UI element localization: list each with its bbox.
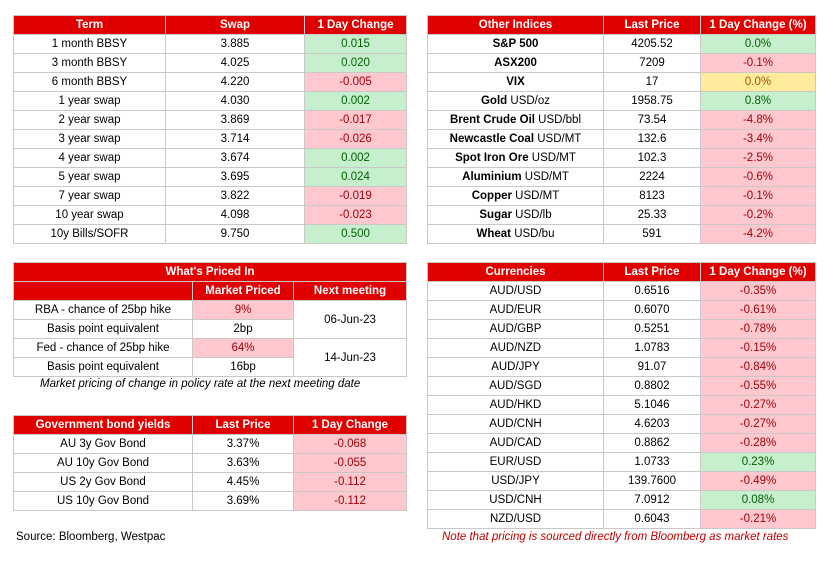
change-pct: 0.0% xyxy=(701,73,816,92)
index-unit: USD/bbl xyxy=(538,114,581,126)
index-name: Copper xyxy=(471,190,512,202)
header-market-priced: Market Priced xyxy=(193,282,294,301)
swap-value: 3.714 xyxy=(166,130,305,149)
table-row xyxy=(428,225,816,244)
bond-name: US 2y Gov Bond xyxy=(14,473,193,492)
last-price: 3.63% xyxy=(193,454,294,473)
index-name-cell xyxy=(428,111,604,130)
header-swap: Swap xyxy=(166,16,305,35)
currency-pair: EUR/USD xyxy=(428,453,604,472)
swap-value: 3.674 xyxy=(166,149,305,168)
market-priced-value: 2bp xyxy=(193,320,294,339)
header-term: Term xyxy=(14,16,166,35)
change-pct: -0.49% xyxy=(701,472,816,491)
table-header-row xyxy=(14,416,407,435)
index-unit: USD/MT xyxy=(537,133,582,145)
index-unit: USD/bu xyxy=(514,228,555,240)
currency-pair: USD/JPY xyxy=(428,472,604,491)
currency-pair: AUD/SGD xyxy=(428,377,604,396)
table-row xyxy=(428,415,816,434)
index-name-cell xyxy=(428,35,604,54)
table-row xyxy=(14,111,407,130)
last-price: 0.6516 xyxy=(604,282,701,301)
change-value: 0.002 xyxy=(305,149,407,168)
swap-rates-table xyxy=(13,15,407,244)
change-pct: 0.0% xyxy=(701,35,816,54)
last-price: 0.5251 xyxy=(604,320,701,339)
table-row xyxy=(14,54,407,73)
last-price: 5.1046 xyxy=(604,396,701,415)
change-pct: -0.21% xyxy=(701,510,816,529)
last-price: 4.6203 xyxy=(604,415,701,434)
last-price: 102.3 xyxy=(604,149,701,168)
change-value: 0.002 xyxy=(305,92,407,111)
index-name-cell xyxy=(428,130,604,149)
term-label: 1 month BBSY xyxy=(14,35,166,54)
change-pct: 0.8% xyxy=(701,92,816,111)
index-name: ASX200 xyxy=(494,57,537,69)
index-unit: USD/lb xyxy=(515,209,552,221)
header-change-pct: 1 Day Change (%) xyxy=(701,263,816,282)
last-price: 25.33 xyxy=(604,206,701,225)
index-name: S&P 500 xyxy=(492,38,539,50)
currency-pair: AUD/JPY xyxy=(428,358,604,377)
index-name-cell xyxy=(428,225,604,244)
change-value: -0.019 xyxy=(305,187,407,206)
table-row xyxy=(428,510,816,529)
currencies-table xyxy=(427,262,816,529)
table-row xyxy=(428,130,816,149)
change-value: -0.112 xyxy=(294,492,407,511)
index-name-cell xyxy=(428,92,604,111)
term-label: 6 month BBSY xyxy=(14,73,166,92)
currency-pair: AUD/GBP xyxy=(428,320,604,339)
last-price: 132.6 xyxy=(604,130,701,149)
table-row xyxy=(14,35,407,54)
table-header-row xyxy=(14,16,407,35)
last-price: 7209 xyxy=(604,54,701,73)
last-price: 1.0783 xyxy=(604,339,701,358)
row-label: Basis point equivalent xyxy=(14,358,193,377)
change-pct: -0.1% xyxy=(701,54,816,73)
other-indices-table xyxy=(427,15,816,244)
change-pct: -4.8% xyxy=(701,111,816,130)
change-pct: -4.2% xyxy=(701,225,816,244)
row-label: Fed - chance of 25bp hike xyxy=(14,339,193,358)
change-value: 0.024 xyxy=(305,168,407,187)
term-label: 4 year swap xyxy=(14,149,166,168)
next-meeting-date: 14-Jun-23 xyxy=(294,339,407,377)
table-row xyxy=(428,491,816,510)
table-row xyxy=(14,492,407,511)
currency-pair: AUD/CAD xyxy=(428,434,604,453)
header-blank xyxy=(14,282,193,301)
table-row xyxy=(428,73,816,92)
last-price: 8123 xyxy=(604,187,701,206)
term-label: 3 year swap xyxy=(14,130,166,149)
bond-name: US 10y Gov Bond xyxy=(14,492,193,511)
table-row xyxy=(428,358,816,377)
change-pct: -0.1% xyxy=(701,187,816,206)
term-label: 10 year swap xyxy=(14,206,166,225)
change-pct: -2.5% xyxy=(701,149,816,168)
next-meeting-date: 06-Jun-23 xyxy=(294,301,407,339)
swap-value: 3.695 xyxy=(166,168,305,187)
currency-pair: NZD/USD xyxy=(428,510,604,529)
index-name: Brent Crude Oil xyxy=(449,114,535,126)
table-row xyxy=(428,35,816,54)
index-name: VIX xyxy=(506,76,525,88)
term-label: 3 month BBSY xyxy=(14,54,166,73)
table-row xyxy=(14,301,407,320)
header-last-price: Last Price xyxy=(604,16,701,35)
change-pct: -0.2% xyxy=(701,206,816,225)
header-currencies: Currencies xyxy=(428,263,604,282)
last-price: 4205.52 xyxy=(604,35,701,54)
swap-value: 4.025 xyxy=(166,54,305,73)
header-change: 1 Day Change xyxy=(305,16,407,35)
last-price: 91.07 xyxy=(604,358,701,377)
disclaimer-note: Note that pricing is sourced directly from Bloomberg as market rates xyxy=(442,531,789,543)
table-row xyxy=(428,149,816,168)
change-pct: 0.08% xyxy=(701,491,816,510)
table-row xyxy=(14,339,407,358)
table-row xyxy=(428,187,816,206)
table-row xyxy=(428,92,816,111)
whats-priced-in-table xyxy=(13,262,407,377)
table-row xyxy=(428,453,816,472)
table-row xyxy=(14,225,407,244)
last-price: 1958.75 xyxy=(604,92,701,111)
row-label: RBA - chance of 25bp hike xyxy=(14,301,193,320)
table-row xyxy=(14,454,407,473)
change-value: -0.005 xyxy=(305,73,407,92)
change-pct: -0.15% xyxy=(701,339,816,358)
last-price: 3.37% xyxy=(193,435,294,454)
change-pct: -0.55% xyxy=(701,377,816,396)
government-bond-yields-table xyxy=(13,415,407,511)
source-note: Source: Bloomberg, Westpac xyxy=(16,531,166,543)
table-row xyxy=(428,339,816,358)
currency-pair: AUD/NZD xyxy=(428,339,604,358)
index-name: Spot Iron Ore xyxy=(455,152,529,164)
market-priced-value: 9% xyxy=(193,301,294,320)
swap-value: 3.869 xyxy=(166,111,305,130)
change-pct: -0.27% xyxy=(701,415,816,434)
table-row xyxy=(428,434,816,453)
header-last-price: Last Price xyxy=(604,263,701,282)
table-row xyxy=(14,73,407,92)
priced-in-title: What's Priced In xyxy=(14,263,407,282)
table-row xyxy=(428,320,816,339)
change-value: -0.026 xyxy=(305,130,407,149)
last-price: 139.7600 xyxy=(604,472,701,491)
index-unit: USD/MT xyxy=(524,171,569,183)
index-name: Wheat xyxy=(476,228,511,240)
header-change: 1 Day Change xyxy=(294,416,407,435)
change-pct: -0.84% xyxy=(701,358,816,377)
header-bond-yields: Government bond yields xyxy=(14,416,193,435)
swap-value: 4.220 xyxy=(166,73,305,92)
index-name: Sugar xyxy=(479,209,512,221)
table-header-row xyxy=(428,263,816,282)
last-price: 0.6043 xyxy=(604,510,701,529)
index-name: Newcastle Coal xyxy=(449,133,535,145)
table-title-row xyxy=(14,263,407,282)
table-row xyxy=(428,54,816,73)
last-price: 591 xyxy=(604,225,701,244)
table-header-row xyxy=(14,282,407,301)
table-row xyxy=(428,472,816,491)
last-price: 1.0733 xyxy=(604,453,701,472)
change-pct: -0.28% xyxy=(701,434,816,453)
header-next-meeting: Next meeting xyxy=(294,282,407,301)
header-indices: Other Indices xyxy=(428,16,604,35)
change-value: 0.500 xyxy=(305,225,407,244)
term-label: 5 year swap xyxy=(14,168,166,187)
header-last-price: Last Price xyxy=(193,416,294,435)
last-price: 2224 xyxy=(604,168,701,187)
index-name: Aluminium xyxy=(462,171,522,183)
currency-pair: AUD/HKD xyxy=(428,396,604,415)
index-name-cell xyxy=(428,73,604,92)
index-name: Gold xyxy=(480,95,508,107)
table-row xyxy=(428,168,816,187)
last-price: 73.54 xyxy=(604,111,701,130)
table-row xyxy=(428,282,816,301)
swap-value: 3.822 xyxy=(166,187,305,206)
change-pct: -0.6% xyxy=(701,168,816,187)
last-price: 17 xyxy=(604,73,701,92)
currency-pair: AUD/EUR xyxy=(428,301,604,320)
last-price: 0.6070 xyxy=(604,301,701,320)
change-value: -0.112 xyxy=(294,473,407,492)
table-header-row xyxy=(428,16,816,35)
swap-value: 9.750 xyxy=(166,225,305,244)
table-row xyxy=(428,377,816,396)
index-name-cell xyxy=(428,206,604,225)
bond-name: AU 3y Gov Bond xyxy=(14,435,193,454)
priced-in-note: Market pricing of change in policy rate at the next meeting date xyxy=(40,378,361,390)
table-row xyxy=(14,473,407,492)
table-row xyxy=(428,111,816,130)
change-value: -0.068 xyxy=(294,435,407,454)
table-row xyxy=(428,396,816,415)
swap-value: 4.030 xyxy=(166,92,305,111)
term-label: 7 year swap xyxy=(14,187,166,206)
change-pct: -0.35% xyxy=(701,282,816,301)
term-label: 1 year swap xyxy=(14,92,166,111)
change-pct: 0.23% xyxy=(701,453,816,472)
table-row xyxy=(14,168,407,187)
index-name-cell xyxy=(428,54,604,73)
change-value: 0.015 xyxy=(305,35,407,54)
index-unit: USD/MT xyxy=(515,190,560,202)
table-row xyxy=(428,206,816,225)
index-unit: USD/MT xyxy=(531,152,576,164)
market-priced-value: 64% xyxy=(193,339,294,358)
change-pct: -0.27% xyxy=(701,396,816,415)
term-label: 2 year swap xyxy=(14,111,166,130)
table-row xyxy=(14,92,407,111)
table-row xyxy=(14,206,407,225)
change-pct: -3.4% xyxy=(701,130,816,149)
currency-pair: AUD/USD xyxy=(428,282,604,301)
swap-value: 3.885 xyxy=(166,35,305,54)
currency-pair: AUD/CNH xyxy=(428,415,604,434)
last-price: 3.69% xyxy=(193,492,294,511)
last-price: 0.8862 xyxy=(604,434,701,453)
table-row xyxy=(14,149,407,168)
change-value: -0.023 xyxy=(305,206,407,225)
table-row xyxy=(14,187,407,206)
change-value: -0.017 xyxy=(305,111,407,130)
term-label: 10y Bills/SOFR xyxy=(14,225,166,244)
change-pct: -0.61% xyxy=(701,301,816,320)
change-value: 0.020 xyxy=(305,54,407,73)
swap-value: 4.098 xyxy=(166,206,305,225)
row-label: Basis point equivalent xyxy=(14,320,193,339)
table-row xyxy=(14,130,407,149)
last-price: 7.0912 xyxy=(604,491,701,510)
table-row xyxy=(14,435,407,454)
index-name-cell xyxy=(428,187,604,206)
index-name-cell xyxy=(428,149,604,168)
index-name-cell xyxy=(428,168,604,187)
table-row xyxy=(428,301,816,320)
header-change-pct: 1 Day Change (%) xyxy=(701,16,816,35)
change-value: -0.055 xyxy=(294,454,407,473)
last-price: 0.8802 xyxy=(604,377,701,396)
market-priced-value: 16bp xyxy=(193,358,294,377)
last-price: 4.45% xyxy=(193,473,294,492)
change-pct: -0.78% xyxy=(701,320,816,339)
currency-pair: USD/CNH xyxy=(428,491,604,510)
bond-name: AU 10y Gov Bond xyxy=(14,454,193,473)
index-unit: USD/oz xyxy=(510,95,551,107)
